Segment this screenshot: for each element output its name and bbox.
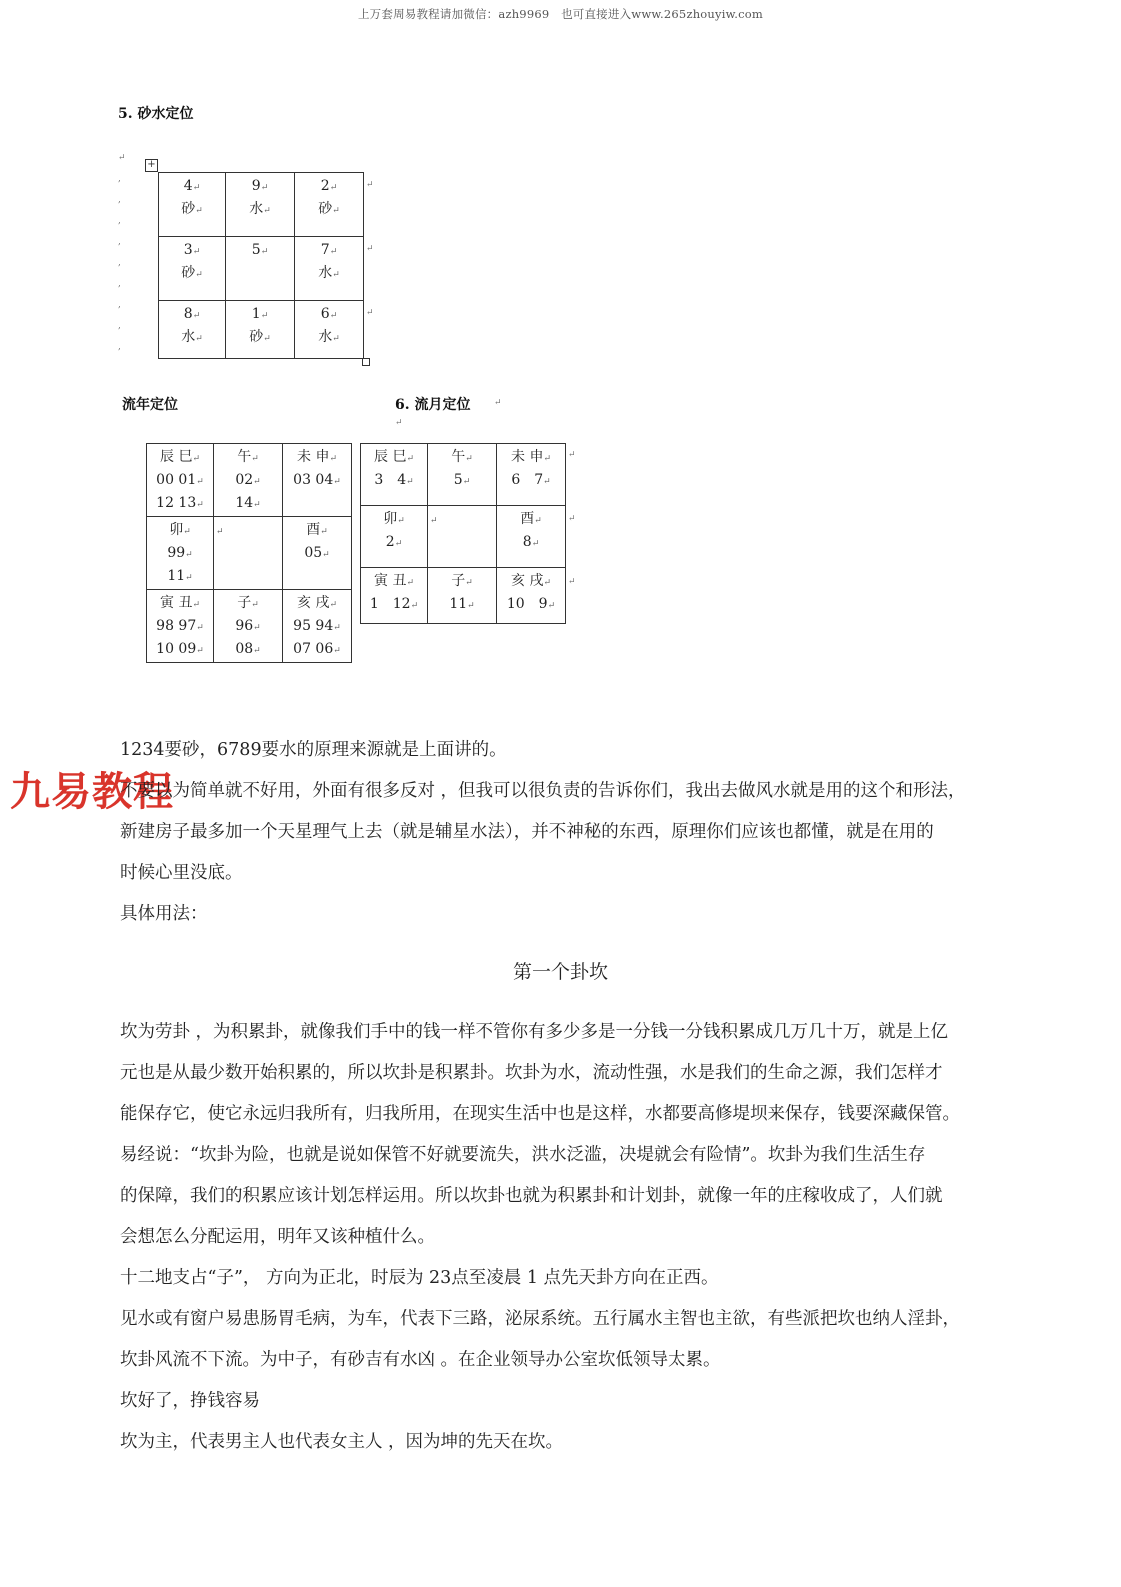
grid-cell: 酉↵ 05↵ <box>283 517 352 590</box>
grid-cell: 卯↵ 2↵ <box>361 506 428 568</box>
paragraph: 新建房子最多加一个天星理气上去（就是辅星水法），并不神秘的东西，原理你们应该也都懂，就是在用的 <box>120 822 934 842</box>
body-text <box>120 1012 1000 1463</box>
section-heading: 第一个卦坎 <box>512 961 608 983</box>
grid-cell: ↵ <box>214 517 283 590</box>
sha-shui-grid <box>158 172 364 359</box>
year-position-grid <box>146 443 352 663</box>
grid-cell: 子↵ 11↵ <box>428 568 497 624</box>
grid-cell: ↵ <box>428 506 497 568</box>
grid-cell: 午↵ 02↵ 14↵ <box>214 444 283 517</box>
grid-cell: 4↵ 砂↵ <box>159 173 226 237</box>
paragraph: 不要以为简单就不好用，外面有很多反对 ，但我可以很负责的告诉你们，我出去做风水就是用的这个和形法， <box>120 781 966 801</box>
row-end-mark: ↵ <box>366 244 374 254</box>
paragraph-mark: ↵ <box>494 398 502 408</box>
section-title-sha-shui: 5. 砂水定位 <box>118 106 194 122</box>
month-position-grid <box>360 443 566 624</box>
row-end-mark: ↵ <box>568 450 576 460</box>
year-grid-title: 流年定位 <box>122 397 178 413</box>
paragraph: 坎好了，挣钱容易 <box>120 1391 260 1411</box>
grid-cell: 子↵ 96↵ 08↵ <box>214 590 283 663</box>
paragraph: 坎为劳卦 ，为积累卦，就像我们手中的钱一样不管你有多少多是一分钱一分钱积累成几万几十万，就是上亿 <box>120 1022 949 1042</box>
row-end-mark: ↵ <box>366 180 374 190</box>
paragraph: 见水或有窗户易患肠胃毛病，为车，代表下三路，泌尿系统。五行属水主智也主欲，有些派把坎也纳人淫卦， <box>120 1309 960 1329</box>
grid-cell: 卯↵ 99↵ 11↵ <box>147 517 214 590</box>
grid-cell: 9↵ 水↵ <box>226 173 295 237</box>
paragraph: 具体用法： <box>120 904 208 924</box>
paragraph: 能保存它，使它永远归我所有，归我所用，在现实生活中也是这样，水都要高修堤坝来保存，钱要深藏保管。 <box>120 1104 960 1124</box>
grid-cell: 未 申↵ 6 7↵ <box>497 444 566 506</box>
paragraph: 坎卦风流不下流。为中子，有砂吉有水凶 。在企业领导办公室坎低领导太累。 <box>120 1350 721 1370</box>
grid-cell: 8↵ 水↵ <box>159 301 226 359</box>
row-end-mark: ↵ <box>568 514 576 524</box>
grid-cell: 酉↵ 8↵ <box>497 506 566 568</box>
grid-cell: 3↵ 砂↵ <box>159 237 226 301</box>
grid-cell: 5↵ <box>226 237 295 301</box>
paragraph: 元也是从最少数开始积累的，所以坎卦是积累卦。坎卦为水，流动性强，水是我们的生命之源，我们怎样才 <box>120 1063 943 1083</box>
month-grid-title: 6. 流月定位 <box>395 397 471 413</box>
paragraph: 十二地支占“子”， 方向为正北，时辰为 23点至凌晨 1 点先天卦方向在正西。 <box>120 1268 719 1288</box>
grid-cell: 2↵ 砂↵ <box>295 173 364 237</box>
paragraph: 易经说：“坎卦为险，也就是说如保管不好就要流失，洪水泛滥，决堤就会有险情”。坎卦为我们生活生存 <box>120 1145 926 1165</box>
intro-text <box>120 730 1000 935</box>
grid-cell: 寅 丑↵ 1 12↵ <box>361 568 428 624</box>
grid-cell: 6↵ 水↵ <box>295 301 364 359</box>
grid-cell: 亥 戌↵ 10 9↵ <box>497 568 566 624</box>
grid-cell: 辰 巳↵ 3 4↵ <box>361 444 428 506</box>
paragraph: 坎为主，代表男主人也代表女主人 ，因为坤的先天在坎。 <box>120 1432 564 1452</box>
grid-cell: 辰 巳↵ 00 01↵ 12 13↵ <box>147 444 214 517</box>
watermark-logo: 九易教程 <box>10 769 174 815</box>
grid-cell: 午↵ 5↵ <box>428 444 497 506</box>
grid-cell: 寅 丑↵ 98 97↵ 10 09↵ <box>147 590 214 663</box>
row-end-mark: ↵ <box>366 308 374 318</box>
paragraph: 时候心里没底。 <box>120 863 243 883</box>
table-resize-handle-icon[interactable] <box>362 358 370 366</box>
paragraph: 1234要砂，6789要水的原理来源就是上面讲的。 <box>120 740 507 760</box>
page-header: 上万套周易教程请加微信：azh9969 也可直接进入www.265zhouyiw.com <box>357 7 764 21</box>
paragraph-marks: ↵ , , , , , , , , , <box>118 153 126 352</box>
grid-cell: 未 申↵ 03 04↵ <box>283 444 352 517</box>
row-end-mark: ↵ <box>568 577 576 587</box>
paragraph-mark: ↵ <box>395 418 403 428</box>
grid-cell: 1↵ 砂↵ <box>226 301 295 359</box>
paragraph: 的保障，我们的积累应该计划怎样运用。所以坎卦也就为积累卦和计划卦，就像一年的庄稼收成了，人们就 <box>120 1186 943 1206</box>
paragraph: 会想怎么分配运用，明年又该种植什么。 <box>120 1227 435 1247</box>
grid-cell: 亥 戌↵ 95 94↵ 07 06↵ <box>283 590 352 663</box>
grid-cell: 7↵ 水↵ <box>295 237 364 301</box>
table-move-handle-icon[interactable]: + <box>145 159 158 172</box>
